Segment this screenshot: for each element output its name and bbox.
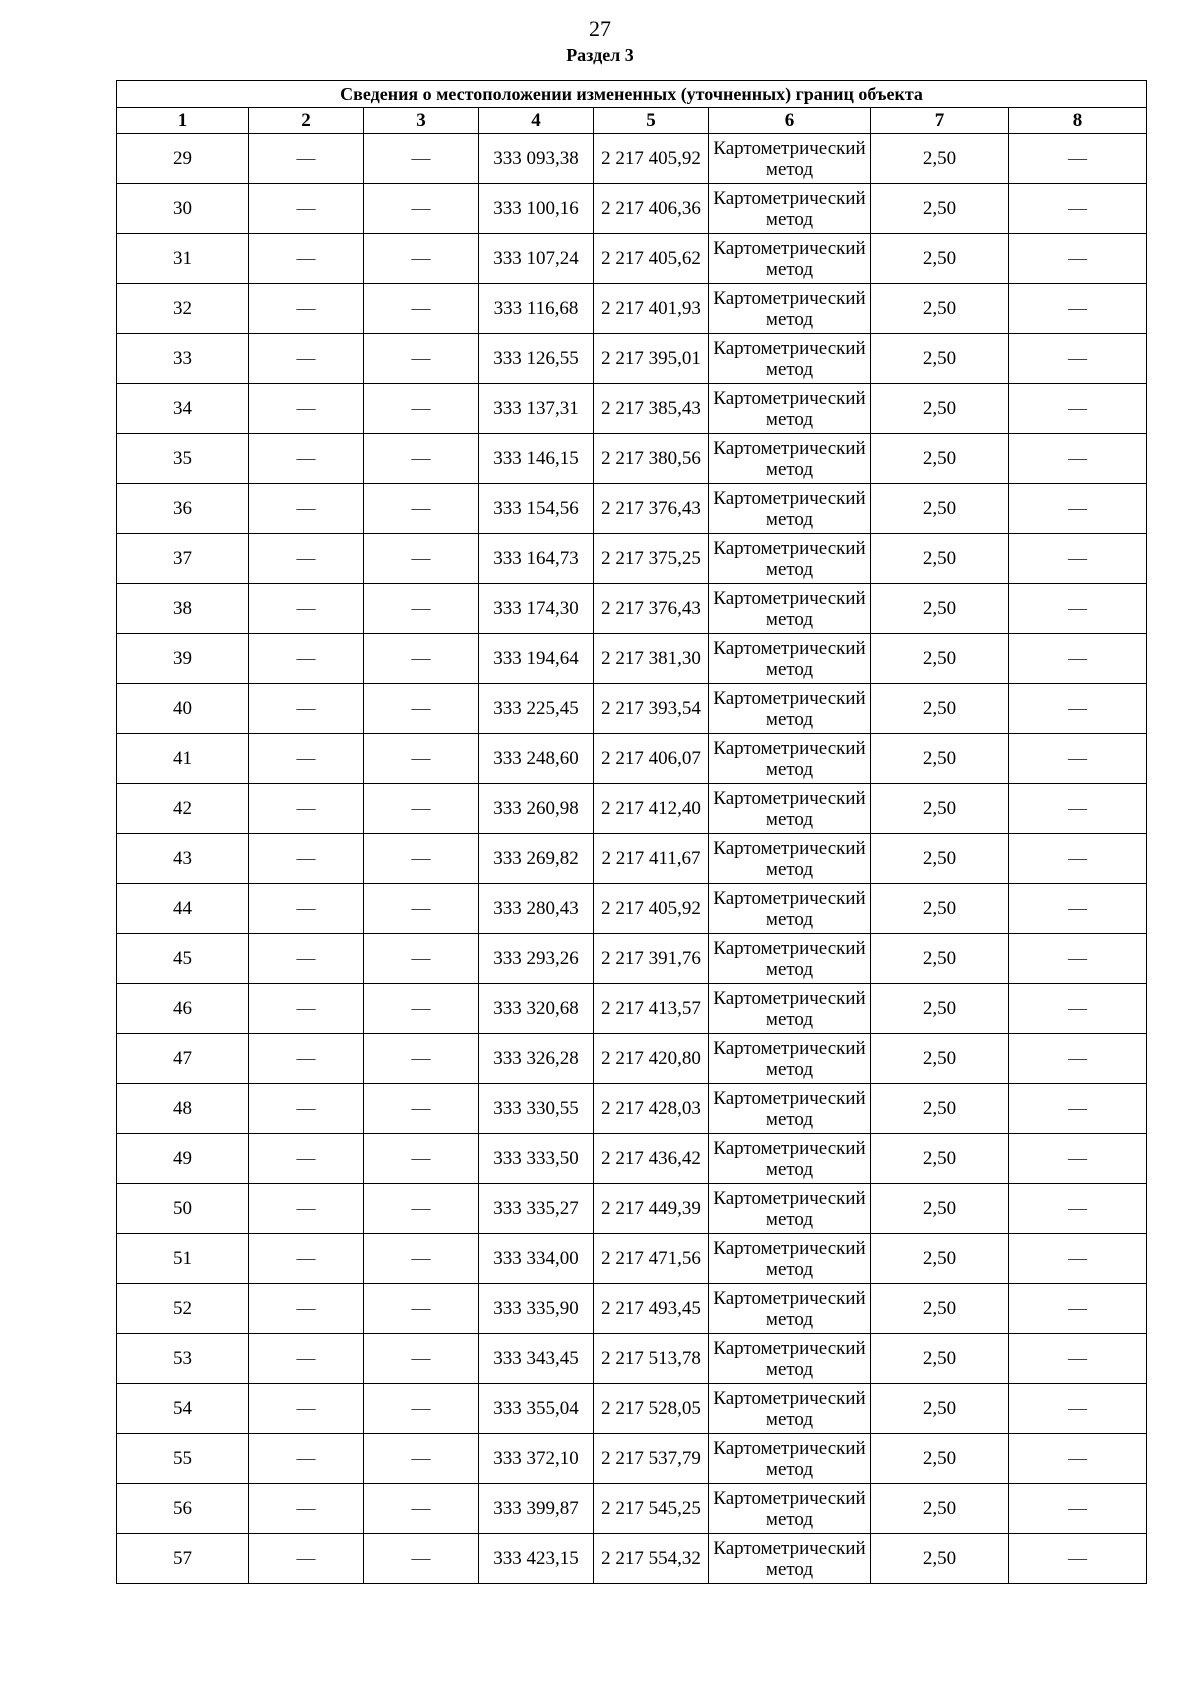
empty-cell: — (1009, 834, 1147, 884)
point-number-cell: 46 (117, 984, 249, 1034)
point-number-cell: 33 (117, 334, 249, 384)
point-number-cell: 41 (117, 734, 249, 784)
column-number: 6 (709, 108, 871, 134)
empty-cell: — (1009, 984, 1147, 1034)
point-number-cell: 39 (117, 634, 249, 684)
column-number: 2 (249, 108, 364, 134)
method-cell: Картометрический метод (709, 1434, 871, 1484)
y-coordinate-cell: 2 217 405,92 (594, 134, 709, 184)
empty-cell: — (364, 1434, 479, 1484)
method-cell: Картометрический метод (709, 1184, 871, 1234)
x-coordinate-cell: 333 174,30 (479, 584, 594, 634)
empty-cell: — (249, 184, 364, 234)
empty-cell: — (249, 334, 364, 384)
accuracy-cell: 2,50 (871, 384, 1009, 434)
empty-cell: — (364, 384, 479, 434)
table-caption: Сведения о местоположении измененных (уточненных) границ объекта (117, 81, 1147, 108)
empty-cell: — (364, 1234, 479, 1284)
empty-cell: — (364, 934, 479, 984)
empty-cell: — (249, 934, 364, 984)
accuracy-cell: 2,50 (871, 1134, 1009, 1184)
table-row (117, 534, 1147, 584)
method-cell: Картометрический метод (709, 834, 871, 884)
y-coordinate-cell: 2 217 428,03 (594, 1084, 709, 1134)
x-coordinate-cell: 333 320,68 (479, 984, 594, 1034)
y-coordinate-cell: 2 217 413,57 (594, 984, 709, 1034)
accuracy-cell: 2,50 (871, 184, 1009, 234)
empty-cell: — (1009, 784, 1147, 834)
method-cell: Картометрический метод (709, 1134, 871, 1184)
method-cell: Картометрический метод (709, 584, 871, 634)
y-coordinate-cell: 2 217 401,93 (594, 284, 709, 334)
table-row (117, 1434, 1147, 1484)
page-number: 27 (589, 16, 611, 41)
method-cell: Картометрический метод (709, 234, 871, 284)
y-coordinate-cell: 2 217 405,92 (594, 884, 709, 934)
x-coordinate-cell: 333 423,15 (479, 1534, 594, 1584)
table-row (117, 1184, 1147, 1234)
y-coordinate-cell: 2 217 391,76 (594, 934, 709, 984)
accuracy-cell: 2,50 (871, 934, 1009, 984)
table-row (117, 734, 1147, 784)
accuracy-cell: 2,50 (871, 1034, 1009, 1084)
empty-cell: — (1009, 934, 1147, 984)
empty-cell: — (249, 1484, 364, 1534)
empty-cell: — (364, 434, 479, 484)
point-number-cell: 54 (117, 1384, 249, 1434)
empty-cell: — (249, 784, 364, 834)
x-coordinate-cell: 333 107,24 (479, 234, 594, 284)
x-coordinate-cell: 333 093,38 (479, 134, 594, 184)
empty-cell: — (1009, 734, 1147, 784)
empty-cell: — (364, 1184, 479, 1234)
x-coordinate-cell: 333 333,50 (479, 1134, 594, 1184)
x-coordinate-cell: 333 280,43 (479, 884, 594, 934)
empty-cell: — (1009, 1284, 1147, 1334)
empty-cell: — (364, 684, 479, 734)
x-coordinate-cell: 333 137,31 (479, 384, 594, 434)
point-number-cell: 37 (117, 534, 249, 584)
column-number: 3 (364, 108, 479, 134)
table-row (117, 784, 1147, 834)
table-row (117, 1034, 1147, 1084)
empty-cell: — (1009, 134, 1147, 184)
x-coordinate-cell: 333 260,98 (479, 784, 594, 834)
empty-cell: — (1009, 1534, 1147, 1584)
empty-cell: — (1009, 1134, 1147, 1184)
x-coordinate-cell: 333 326,28 (479, 1034, 594, 1084)
y-coordinate-cell: 2 217 411,67 (594, 834, 709, 884)
x-coordinate-cell: 333 225,45 (479, 684, 594, 734)
table-row (117, 1134, 1147, 1184)
table-row (117, 434, 1147, 484)
accuracy-cell: 2,50 (871, 834, 1009, 884)
empty-cell: — (1009, 1184, 1147, 1234)
empty-cell: — (364, 784, 479, 834)
point-number-cell: 45 (117, 934, 249, 984)
x-coordinate-cell: 333 334,00 (479, 1234, 594, 1284)
table-row (117, 584, 1147, 634)
point-number-cell: 35 (117, 434, 249, 484)
empty-cell: — (364, 1084, 479, 1134)
empty-cell: — (364, 984, 479, 1034)
x-coordinate-cell: 333 330,55 (479, 1084, 594, 1134)
point-number-cell: 52 (117, 1284, 249, 1334)
x-coordinate-cell: 333 194,64 (479, 634, 594, 684)
accuracy-cell: 2,50 (871, 584, 1009, 634)
accuracy-cell: 2,50 (871, 1084, 1009, 1134)
empty-cell: — (364, 134, 479, 184)
x-coordinate-cell: 333 269,82 (479, 834, 594, 884)
point-number-cell: 57 (117, 1534, 249, 1584)
empty-cell: — (249, 1434, 364, 1484)
empty-cell: — (364, 834, 479, 884)
empty-cell: — (364, 1534, 479, 1584)
point-number-cell: 50 (117, 1184, 249, 1234)
table-row (117, 284, 1147, 334)
point-number-cell: 34 (117, 384, 249, 434)
table-row (117, 684, 1147, 734)
table-row (117, 1084, 1147, 1134)
table-row (117, 834, 1147, 884)
x-coordinate-cell: 333 335,90 (479, 1284, 594, 1334)
empty-cell: — (1009, 184, 1147, 234)
method-cell: Картометрический метод (709, 634, 871, 684)
empty-cell: — (364, 284, 479, 334)
accuracy-cell: 2,50 (871, 1484, 1009, 1534)
empty-cell: — (364, 334, 479, 384)
table-row (117, 234, 1147, 284)
empty-cell: — (364, 184, 479, 234)
empty-cell: — (249, 1084, 364, 1134)
empty-cell: — (249, 984, 364, 1034)
empty-cell: — (364, 584, 479, 634)
empty-cell: — (1009, 234, 1147, 284)
method-cell: Картометрический метод (709, 684, 871, 734)
empty-cell: — (249, 284, 364, 334)
empty-cell: — (249, 584, 364, 634)
empty-cell: — (1009, 684, 1147, 734)
point-number-cell: 48 (117, 1084, 249, 1134)
y-coordinate-cell: 2 217 376,43 (594, 584, 709, 634)
empty-cell: — (1009, 1234, 1147, 1284)
point-number-cell: 47 (117, 1034, 249, 1084)
x-coordinate-cell: 333 154,56 (479, 484, 594, 534)
empty-cell: — (364, 884, 479, 934)
point-number-cell: 53 (117, 1334, 249, 1384)
method-cell: Картометрический метод (709, 1334, 871, 1384)
accuracy-cell: 2,50 (871, 334, 1009, 384)
accuracy-cell: 2,50 (871, 1384, 1009, 1434)
y-coordinate-cell: 2 217 406,07 (594, 734, 709, 784)
accuracy-cell: 2,50 (871, 1184, 1009, 1234)
method-cell: Картометрический метод (709, 1534, 871, 1584)
y-coordinate-cell: 2 217 393,54 (594, 684, 709, 734)
empty-cell: — (364, 1034, 479, 1084)
empty-cell: — (249, 1334, 364, 1384)
accuracy-cell: 2,50 (871, 234, 1009, 284)
point-number-cell: 56 (117, 1484, 249, 1534)
x-coordinate-cell: 333 164,73 (479, 534, 594, 584)
y-coordinate-cell: 2 217 375,25 (594, 534, 709, 584)
accuracy-cell: 2,50 (871, 484, 1009, 534)
empty-cell: — (1009, 1334, 1147, 1384)
empty-cell: — (249, 234, 364, 284)
empty-cell: — (249, 634, 364, 684)
point-number-cell: 51 (117, 1234, 249, 1284)
empty-cell: — (249, 834, 364, 884)
method-cell: Картометрический метод (709, 1284, 871, 1334)
empty-cell: — (249, 884, 364, 934)
method-cell: Картометрический метод (709, 134, 871, 184)
column-number: 5 (594, 108, 709, 134)
x-coordinate-cell: 333 372,10 (479, 1434, 594, 1484)
y-coordinate-cell: 2 217 405,62 (594, 234, 709, 284)
method-cell: Картометрический метод (709, 434, 871, 484)
table-row (117, 984, 1147, 1034)
empty-cell: — (364, 534, 479, 584)
empty-cell: — (1009, 1434, 1147, 1484)
table-row (117, 1334, 1147, 1384)
empty-cell: — (364, 634, 479, 684)
empty-cell: — (1009, 1484, 1147, 1534)
empty-cell: — (364, 1384, 479, 1434)
point-number-cell: 31 (117, 234, 249, 284)
empty-cell: — (364, 734, 479, 784)
coordinates-table (116, 80, 1147, 1584)
accuracy-cell: 2,50 (871, 1284, 1009, 1334)
y-coordinate-cell: 2 217 412,40 (594, 784, 709, 834)
point-number-cell: 30 (117, 184, 249, 234)
accuracy-cell: 2,50 (871, 784, 1009, 834)
y-coordinate-cell: 2 217 528,05 (594, 1384, 709, 1434)
accuracy-cell: 2,50 (871, 984, 1009, 1034)
accuracy-cell: 2,50 (871, 134, 1009, 184)
empty-cell: — (364, 1134, 479, 1184)
accuracy-cell: 2,50 (871, 684, 1009, 734)
empty-cell: — (1009, 1034, 1147, 1084)
empty-cell: — (249, 484, 364, 534)
y-coordinate-cell: 2 217 471,56 (594, 1234, 709, 1284)
empty-cell: — (1009, 584, 1147, 634)
point-number-cell: 55 (117, 1434, 249, 1484)
method-cell: Картометрический метод (709, 1234, 871, 1284)
accuracy-cell: 2,50 (871, 1334, 1009, 1384)
table-row (117, 884, 1147, 934)
x-coordinate-cell: 333 146,15 (479, 434, 594, 484)
empty-cell: — (249, 384, 364, 434)
y-coordinate-cell: 2 217 406,36 (594, 184, 709, 234)
point-number-cell: 40 (117, 684, 249, 734)
x-coordinate-cell: 333 248,60 (479, 734, 594, 784)
empty-cell: — (1009, 434, 1147, 484)
empty-cell: — (249, 1234, 364, 1284)
table-row (117, 384, 1147, 434)
table-row (117, 1384, 1147, 1434)
accuracy-cell: 2,50 (871, 1434, 1009, 1484)
y-coordinate-cell: 2 217 545,25 (594, 1484, 709, 1534)
empty-cell: — (364, 1484, 479, 1534)
method-cell: Картометрический метод (709, 284, 871, 334)
y-coordinate-cell: 2 217 449,39 (594, 1184, 709, 1234)
accuracy-cell: 2,50 (871, 884, 1009, 934)
empty-cell: — (249, 1184, 364, 1234)
accuracy-cell: 2,50 (871, 284, 1009, 334)
empty-cell: — (249, 1284, 364, 1334)
empty-cell: — (1009, 384, 1147, 434)
column-number: 7 (871, 108, 1009, 134)
method-cell: Картометрический метод (709, 1084, 871, 1134)
x-coordinate-cell: 333 343,45 (479, 1334, 594, 1384)
y-coordinate-cell: 2 217 420,80 (594, 1034, 709, 1084)
table-row (117, 934, 1147, 984)
x-coordinate-cell: 333 126,55 (479, 334, 594, 384)
table-row (117, 184, 1147, 234)
point-number-cell: 44 (117, 884, 249, 934)
empty-cell: — (1009, 334, 1147, 384)
method-cell: Картометрический метод (709, 884, 871, 934)
y-coordinate-cell: 2 217 376,43 (594, 484, 709, 534)
y-coordinate-cell: 2 217 493,45 (594, 1284, 709, 1334)
method-cell: Картометрический метод (709, 334, 871, 384)
table-row (117, 1534, 1147, 1584)
y-coordinate-cell: 2 217 395,01 (594, 334, 709, 384)
empty-cell: — (1009, 634, 1147, 684)
empty-cell: — (249, 734, 364, 784)
accuracy-cell: 2,50 (871, 1234, 1009, 1284)
table-row (117, 1284, 1147, 1334)
method-cell: Картометрический метод (709, 534, 871, 584)
table-row (117, 634, 1147, 684)
column-number: 1 (117, 108, 249, 134)
x-coordinate-cell: 333 293,26 (479, 934, 594, 984)
empty-cell: — (1009, 884, 1147, 934)
empty-cell: — (249, 1384, 364, 1434)
empty-cell: — (1009, 284, 1147, 334)
section-title: Раздел 3 (566, 45, 634, 65)
method-cell: Картометрический метод (709, 484, 871, 534)
method-cell: Картометрический метод (709, 184, 871, 234)
y-coordinate-cell: 2 217 554,32 (594, 1534, 709, 1584)
method-cell: Картометрический метод (709, 934, 871, 984)
table-row (117, 1234, 1147, 1284)
accuracy-cell: 2,50 (871, 434, 1009, 484)
point-number-cell: 32 (117, 284, 249, 334)
method-cell: Картометрический метод (709, 1384, 871, 1434)
table-body (117, 134, 1147, 1584)
empty-cell: — (249, 1534, 364, 1584)
x-coordinate-cell: 333 399,87 (479, 1484, 594, 1534)
y-coordinate-cell: 2 217 513,78 (594, 1334, 709, 1384)
method-cell: Картометрический метод (709, 734, 871, 784)
empty-cell: — (1009, 1384, 1147, 1434)
accuracy-cell: 2,50 (871, 534, 1009, 584)
empty-cell: — (249, 1034, 364, 1084)
column-number: 4 (479, 108, 594, 134)
empty-cell: — (249, 1134, 364, 1184)
empty-cell: — (364, 1284, 479, 1334)
y-coordinate-cell: 2 217 380,56 (594, 434, 709, 484)
x-coordinate-cell: 333 335,27 (479, 1184, 594, 1234)
point-number-cell: 49 (117, 1134, 249, 1184)
empty-cell: — (1009, 1084, 1147, 1134)
empty-cell: — (364, 234, 479, 284)
point-number-cell: 42 (117, 784, 249, 834)
empty-cell: — (1009, 484, 1147, 534)
table-row (117, 484, 1147, 534)
x-coordinate-cell: 333 100,16 (479, 184, 594, 234)
table-row (117, 1484, 1147, 1534)
empty-cell: — (249, 684, 364, 734)
empty-cell: — (364, 1334, 479, 1384)
empty-cell: — (364, 484, 479, 534)
accuracy-cell: 2,50 (871, 734, 1009, 784)
table-row (117, 134, 1147, 184)
method-cell: Картометрический метод (709, 384, 871, 434)
point-number-cell: 38 (117, 584, 249, 634)
method-cell: Картометрический метод (709, 784, 871, 834)
x-coordinate-cell: 333 355,04 (479, 1384, 594, 1434)
y-coordinate-cell: 2 217 381,30 (594, 634, 709, 684)
accuracy-cell: 2,50 (871, 1534, 1009, 1584)
table-row (117, 334, 1147, 384)
empty-cell: — (249, 434, 364, 484)
method-cell: Картометрический метод (709, 984, 871, 1034)
method-cell: Картометрический метод (709, 1034, 871, 1084)
point-number-cell: 29 (117, 134, 249, 184)
empty-cell: — (1009, 534, 1147, 584)
empty-cell: — (249, 134, 364, 184)
x-coordinate-cell: 333 116,68 (479, 284, 594, 334)
empty-cell: — (249, 534, 364, 584)
y-coordinate-cell: 2 217 537,79 (594, 1434, 709, 1484)
accuracy-cell: 2,50 (871, 634, 1009, 684)
point-number-cell: 43 (117, 834, 249, 884)
y-coordinate-cell: 2 217 385,43 (594, 384, 709, 434)
point-number-cell: 36 (117, 484, 249, 534)
column-number: 8 (1009, 108, 1147, 134)
y-coordinate-cell: 2 217 436,42 (594, 1134, 709, 1184)
method-cell: Картометрический метод (709, 1484, 871, 1534)
